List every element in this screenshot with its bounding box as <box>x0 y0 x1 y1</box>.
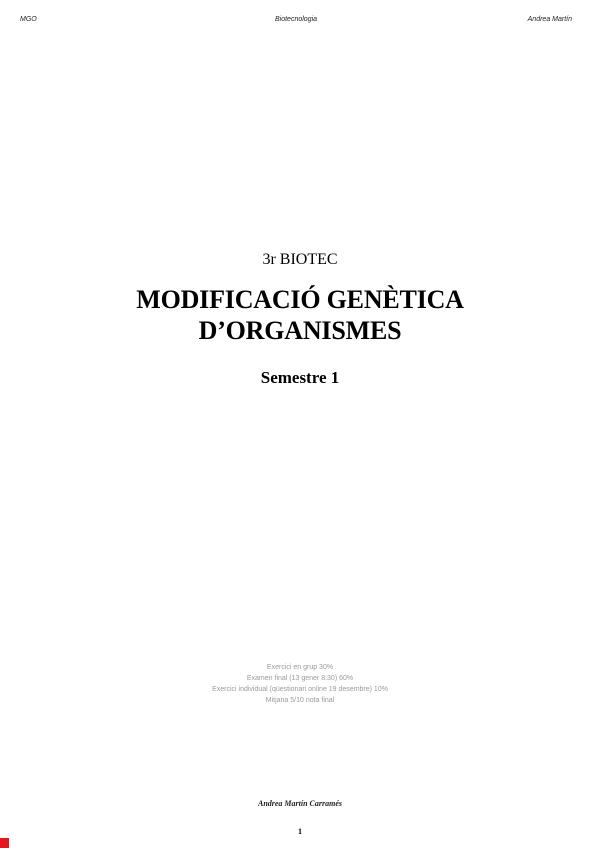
corner-marker <box>0 838 9 848</box>
header-center-text: Biotecnologia <box>274 16 318 23</box>
evaluation-item: Exercici individual (qüestionari online 19 desembre) 10% <box>212 686 388 693</box>
header-left-text: MGO <box>20 16 37 23</box>
evaluation-item: Examen final (13 gener 8:30) 60% <box>246 675 354 682</box>
author-name: Andrea Martín Carramés <box>257 799 343 808</box>
course-label: 3r BIOTEC <box>262 251 338 268</box>
document-title <box>0 284 600 346</box>
document-title-line-1: MODIFICACIÓ GENÈTICA <box>136 285 464 314</box>
page-header <box>20 16 572 28</box>
semester-label: Semestre 1 <box>260 368 340 387</box>
evaluation-item: Mitjana 5/10 nota final <box>265 697 335 704</box>
evaluation-criteria <box>0 662 600 706</box>
header-right-text: Andrea Martín <box>527 16 572 23</box>
evaluation-item: Exercici en grup 30% <box>266 664 334 671</box>
document-title-line-2: D’ORGANISMES <box>198 316 402 345</box>
page-number: 1 <box>298 827 302 836</box>
cover-title-block <box>0 250 600 388</box>
